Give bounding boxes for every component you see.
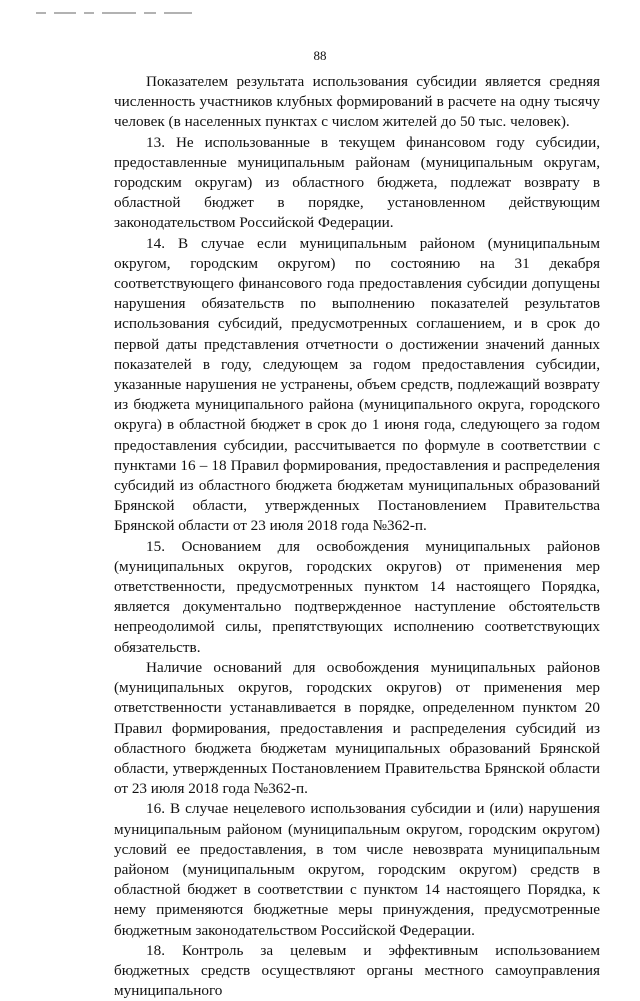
paragraph-14: 14. В случае если муниципальным районом (муниципальным округом, городским округом) по состоянию на 31 декабря соответствующего финансового года предоставления субсидии допущены нарушения обязательств по выполнению показателей результатов использования субсидий, предусмотренных соглашением, и в срок до первой даты представления отчетности о достижении значений данных показателей в году, следующем за годом предоставления субсидии, указанные нарушения не устранены, объем средств, подлежащий возврату из бюджета муниципального района (муниципального округа, городского округа) в областной бюджет в срок до 1 июня года, следующего за годом предоставления субсидии, рассчитывается по формуле в соответствии с пунктами 16 – 18 Правил формирования, предоставления и распределения субсидий из областного бюджета бюджетам муниципальных образований Брянской области, утвержденных Постановлением Правительства Брянской области от 23 июля 2018 года №362-п. <box>114 234 600 535</box>
scan-artifact-marks <box>36 10 196 16</box>
paragraph-13: 13. Не использованные в текущем финансовом году субсидии, предоставленные муниципальным районам (муниципальным округам, городским округам) из областного бюджета, подлежат возврату в областной бюджет в порядке, установленном действующим законодательством Российской Федерации. <box>114 133 600 232</box>
paragraph-result-indicator: Показателем результата использования субсидии является средняя численность участников клубных формирований в расчете на одну тысячу человек (в населенных пунктах с числом жителей до 50 тыс. человек). <box>114 73 600 131</box>
paragraph-15: 15. Основанием для освобождения муниципальных районов (муниципальных округов, городских округов) от применения мер ответственности, предусмотренных пунктом 14 настоящего Порядка, является документально подтвержденное наступление обстоятельств непреодолимой силы, препятствующих исполнению соответствующих обязательств. <box>114 537 600 656</box>
paragraph-15-grounds: Наличие оснований для освобождения муниципальных районов (муниципальных округов, городских округов) от применения мер ответственности устанавливается в порядке, определенном пунктом 20 Правил формирования, предоставления и распределения субсидий из областного бюджета бюджетам муниципальных образований Брянской области, утвержденных Постановлением Правительства Брянской области от 23 июля 2018 года №362-п. <box>114 658 600 798</box>
paragraph-18: 18. Контроль за целевым и эффективным использованием бюджетных средств осуществляют органы местного самоуправления муниципального <box>114 941 600 1000</box>
paragraph-16: 16. В случае нецелевого использования субсидии и (или) нарушения муниципальным районом (муниципальным округом, городским округом) условий ее предоставления, в том числе невозврата муниципальным районом (муниципальным округом, городским округом) средств в областной бюджет в соответствии с пунктом 14 настоящего Порядка, к нему применяются бюджетные меры принуждения, предусмотренные бюджетным законодательством Российской Федерации. <box>114 800 600 939</box>
page-number: 88 <box>313 48 327 63</box>
document-body <box>114 72 600 1001</box>
